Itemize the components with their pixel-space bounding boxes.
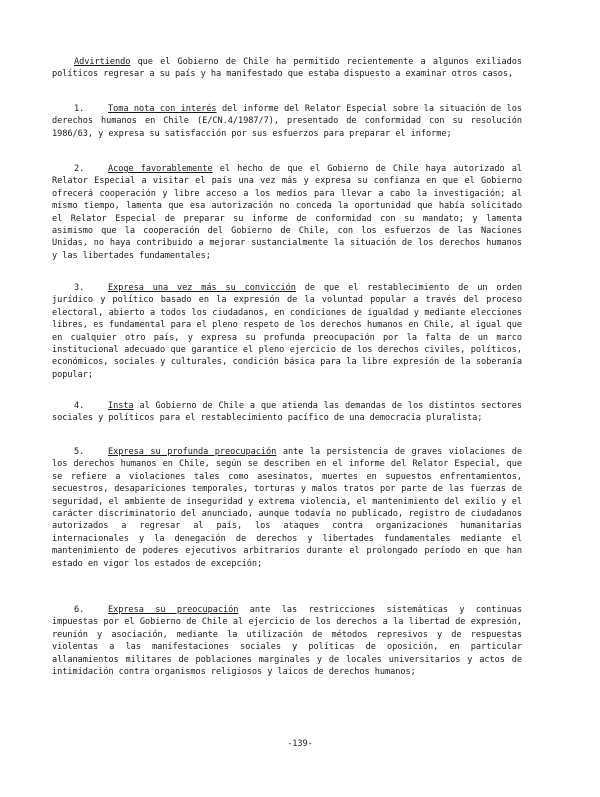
paragraph-text: de que el restablecimiento de un orden jurídico y político basado en la expresión de la voluntad popular a través del proceso electoral, abierto a todos los ciudadanos, en condiciones de igualdad y mediante elecciones libres, es fundamental para el pleno respeto de los derechos humanos en Chile, al igual que en cualquier otro país, y expresa su profunda preocupación por la falta de un marco institucional adecuado que garantice el pleno ejercicio de los derechos civiles, políticos, económicos, sociales y culturales, condición básica para la libre expresión de la soberanía popular;: [52, 283, 522, 380]
paragraph-number: 1.: [74, 104, 85, 114]
paragraph-text: del informe del Relator Especial sobre la situación de los derechos humanos en Chile (E/CN.4/1987/7), presentado de conformidad con su resolución 1986/63, y expresa su satisfacción por sus esfuerzos para preparar el informe;: [52, 104, 522, 139]
paragraph-3: [52, 282, 522, 381]
paragraph-number: 4.: [74, 401, 85, 411]
paragraph-number: 3.: [74, 283, 85, 293]
paragraph-lead: Expresa su preocupación: [108, 605, 239, 615]
paragraph-4: [52, 400, 522, 425]
paragraph-lead: Toma nota con interés: [108, 104, 217, 114]
page-number: -139-: [287, 739, 313, 749]
intro-text: que el Gobierno de Chile ha permitido recientemente a algunos exiliados políticos regresar a su país y ha manifestado que estaba dispuesto a examinar otros casos,: [52, 57, 522, 80]
paragraph-text: ante la persistencia de graves violaciones de los derechos humanos en Chile, según se describen en el informe del Relator Especial, que se refiere a violaciones tales como asesinatos, muertes en supuestos enfrentamientos, secuestros, desapariciones temporales, torturas y malos tratos por parte de las fuerzas de seguridad, el ambiente de inseguridad y extrema violencia, el mantenimiento del exilio y el carácter discriminatorio del anunciado, aunque todavía no publicado, registro de ciudadanos autorizados a regresar al país, los ataques contra organizaciones humanitarias internacionales y la denegación de derechos y libertades fundamentales mediante el mantenimiento de poderes ejecutivos arbitrarios durante el prolongado período en que han estado en vigor los estados de excepción;: [52, 447, 522, 569]
paragraph-2: [52, 163, 522, 262]
paragraph-lead: Expresa una vez más su convicción: [108, 283, 296, 293]
paragraph-1: [52, 103, 522, 140]
paragraph-number: 5.: [74, 447, 85, 457]
paragraph-5: [52, 446, 522, 570]
paragraph-number: 6.: [74, 605, 85, 615]
paragraph-text: al Gobierno de Chile a que atienda las demandas de los distintos sectores sociales y políticos para el restablecimiento pacífico de una democracia pluralista;: [52, 401, 522, 424]
paragraph-lead: Acoge favorablemente: [108, 164, 213, 174]
paragraph-text: el hecho de que el Gobierno de Chile haya autorizado al Relator Especial a visitar el país una vez más y expresa su confianza en que el Gobierno ofrecerá cooperación y libre acceso a los medios para llevar a cabo la investigación; al mismo tiempo, lamenta que esa autorización no conceda la oportunidad que había solicitado el Relator Especial de preparar su informe de conformidad con su mandato; y lamenta asimismo que la cooperación del Gobierno de Chile, con los esfuerzos de las Naciones Unidas, no haya contribuido a mejorar sustancialmente la situación de los derechos humanos y las libertades fundamentales;: [52, 164, 522, 261]
paragraph-number: 2.: [74, 164, 85, 174]
paragraph-lead: Expresa su profunda preocupación: [108, 447, 277, 457]
intro-paragraph: [52, 56, 522, 81]
paragraph-text: ante las restricciones sistemáticas y continuas impuestas por el Gobierno de Chile al ejercicio de los derechos a la libertad de expresión, reunión y asociación, mediante la utilización de métodos represivos y de respuestas violentas a las manifestaciones sociales y políticas de oposición, en particular allanamientos militares de poblaciones marginales y de locales universitarios y actos de intimidación contra organismos religiosos y laicos de derechos humanos;: [52, 605, 522, 678]
paragraph-lead: Insta: [108, 401, 134, 411]
intro-lead: Advirtiendo: [74, 57, 131, 67]
paragraph-6: [52, 604, 522, 678]
